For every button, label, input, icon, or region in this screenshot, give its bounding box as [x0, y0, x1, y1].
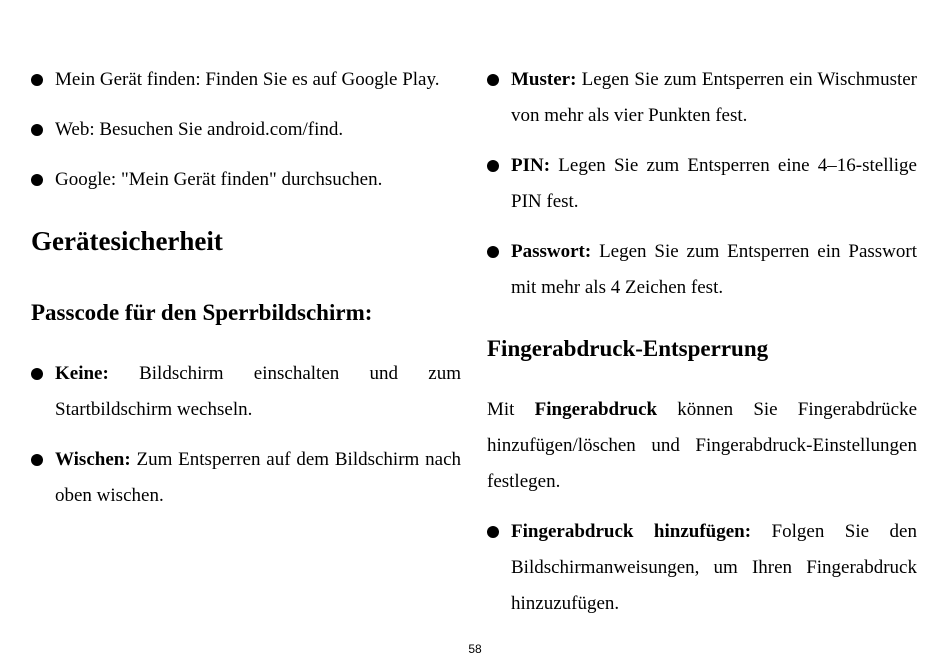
fingerprint-option-text: Folgen Sie den Bildschirmanweisungen, um Ihren Fingerabdruck hinzuzufügen. [511, 521, 917, 614]
bullet-dot-icon [31, 368, 43, 380]
lock-option-label: Wischen: [55, 449, 131, 470]
bullet-dot-icon [487, 526, 499, 538]
bullet-dot-icon [31, 124, 43, 136]
lock-option-text: Legen Sie zum Entsperren eine 4–16-stellige PIN fest. [511, 155, 917, 212]
intro-bold: Fingerabdruck [534, 399, 658, 420]
bullet-lock-swipe [31, 442, 461, 514]
lock-option-text: Legen Sie zum Entsperren ein Passwort mit mehr als 4 Zeichen fest. [511, 241, 917, 298]
left-column [31, 62, 461, 514]
bullet-dot-icon [487, 160, 499, 172]
subsection-title-fingerprint: Fingerabdruck-Entsperrung [487, 336, 769, 361]
bullet-find-device [31, 62, 461, 98]
bullet-web [31, 112, 461, 148]
lock-option-label: PIN: [511, 155, 551, 176]
lock-option-label: Passwort: [511, 241, 592, 262]
fingerprint-intro [487, 392, 917, 500]
bullet-dot-icon [31, 74, 43, 86]
bullet-lock-password [487, 234, 917, 306]
bullet-text: Web: Besuchen Sie android.com/find. [55, 119, 344, 140]
intro-prefix: Mit [487, 399, 535, 420]
bullet-dot-icon [31, 454, 43, 466]
right-column [487, 62, 917, 622]
bullet-lock-pin [487, 148, 917, 220]
bullet-text: Mein Gerät finden: Finden Sie es auf Google Play. [55, 69, 440, 90]
bullet-lock-pattern [487, 62, 917, 134]
lock-option-label: Muster: [511, 69, 577, 90]
bullet-dot-icon [487, 246, 499, 258]
fingerprint-option-label: Fingerabdruck hinzufügen: [511, 521, 752, 542]
bullet-text: Google: "Mein Gerät finden" durchsuchen. [55, 169, 383, 190]
lock-option-text: Bildschirm einschalten und zum Startbildschirm wechseln. [55, 363, 461, 420]
bullet-lock-none [31, 356, 461, 428]
subsection-title-passcode: Passcode für den Sperrbildschirm: [31, 300, 373, 325]
bullet-google [31, 162, 461, 198]
bullet-add-fingerprint [487, 514, 917, 622]
lock-option-text: Legen Sie zum Entsperren ein Wischmuster von mehr als vier Punkten fest. [511, 69, 917, 126]
intro-suffix: können Sie Fingerabdrücke hinzufügen/löschen und Fingerabdruck-Einstellungen festlegen. [487, 399, 918, 492]
bullet-dot-icon [31, 174, 43, 186]
bullet-dot-icon [487, 74, 499, 86]
page-number: 58 [468, 642, 482, 656]
lock-option-text: Zum Entsperren auf dem Bildschirm nach oben wischen. [55, 449, 461, 506]
lock-option-label: Keine: [55, 363, 109, 384]
section-title: Gerätesicherheit [31, 226, 223, 256]
